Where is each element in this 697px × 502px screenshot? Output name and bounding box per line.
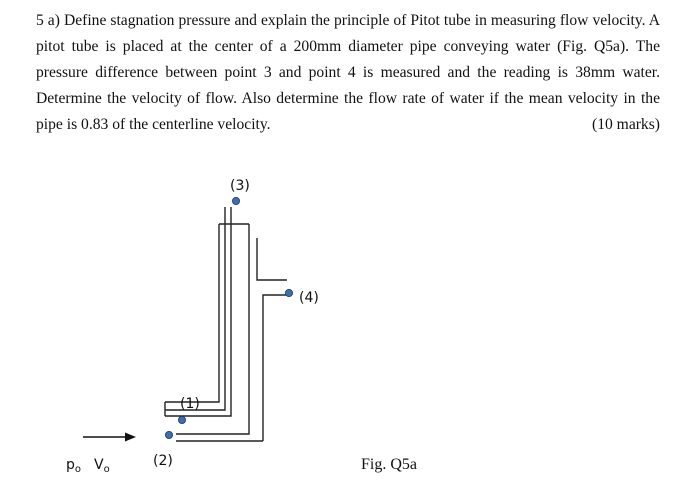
label-point-2: (2) xyxy=(153,453,173,469)
question-body: 5 a) Define stagnation pressure and explain the principle of Pitot tube in measuring flow velocity. A pitot tube is placed at the center of a 200mm diameter pipe conveying water (Fig. Q5a). The pressure difference between point 3 and point 4 is measured and the reading is 38mm water. Determine the velocity of flow. Also determine the flow rate of water if the mean velocity in the pipe is 0.83 of the centerline velocity. xyxy=(36,12,660,133)
label-p0-sub: o xyxy=(74,464,82,475)
branch-tube-lower xyxy=(263,295,287,441)
label-v0 xyxy=(94,457,110,475)
static-tube-inner-wall xyxy=(165,207,231,416)
point-1-dot xyxy=(178,416,185,423)
point-4-dot xyxy=(285,289,292,296)
flow-arrow xyxy=(83,433,136,442)
figure-caption: Fig. Q5a xyxy=(361,456,417,473)
marks-label: (10 marks) xyxy=(592,116,660,133)
label-v0-main: V xyxy=(94,457,104,473)
point-2-dot xyxy=(165,431,172,438)
label-point-3: (3) xyxy=(230,178,250,194)
label-p0 xyxy=(66,457,81,475)
point-3-dot xyxy=(232,197,239,204)
jacket-inner-wall xyxy=(165,224,219,402)
label-point-4: (4) xyxy=(299,290,319,306)
static-tube-outer-wall xyxy=(165,207,225,410)
branch-tube-upper xyxy=(257,238,287,280)
label-p0-main: p xyxy=(66,457,75,473)
label-v0-sub: o xyxy=(103,464,110,475)
label-point-1: (1) xyxy=(180,396,200,412)
